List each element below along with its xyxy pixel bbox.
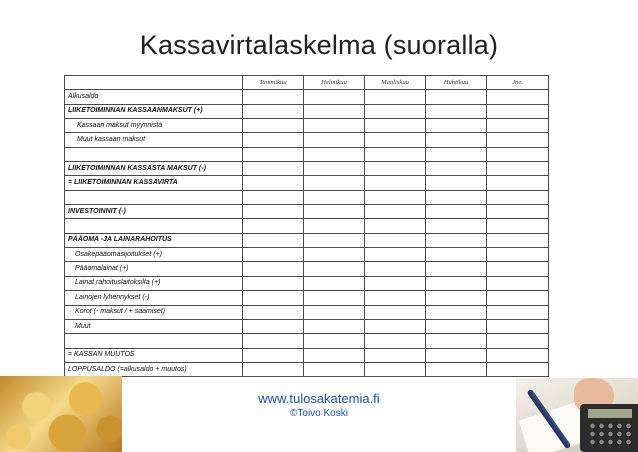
value-cell[interactable]	[304, 147, 365, 161]
value-cell[interactable]	[304, 305, 365, 319]
row-label: Lainat rahoituslaitoksilta (+)	[65, 276, 243, 290]
value-cell[interactable]	[426, 219, 487, 233]
value-cell[interactable]	[426, 119, 487, 133]
value-cell[interactable]	[304, 90, 365, 104]
value-cell[interactable]	[243, 319, 304, 333]
value-cell[interactable]	[426, 334, 487, 348]
value-cell[interactable]	[487, 233, 549, 247]
table-row	[65, 176, 549, 190]
value-cell[interactable]	[426, 190, 487, 204]
value-cell[interactable]	[243, 291, 304, 305]
value-cell[interactable]	[243, 119, 304, 133]
value-cell[interactable]	[426, 319, 487, 333]
value-cell[interactable]	[426, 305, 487, 319]
value-cell[interactable]	[304, 262, 365, 276]
table-row	[65, 219, 549, 233]
value-cell[interactable]	[304, 104, 365, 118]
row-label: PÄÄOMA -JA LAINARAHOITUS	[65, 233, 243, 247]
value-cell[interactable]	[304, 362, 365, 376]
value-cell[interactable]	[487, 248, 549, 262]
value-cell[interactable]	[426, 147, 487, 161]
value-cell[interactable]	[426, 104, 487, 118]
value-cell[interactable]	[365, 104, 426, 118]
table-row	[65, 162, 549, 176]
table-row	[65, 104, 549, 118]
table-row	[65, 205, 549, 219]
value-cell[interactable]	[426, 205, 487, 219]
value-cell[interactable]	[243, 190, 304, 204]
row-label	[65, 219, 243, 233]
value-cell[interactable]	[487, 190, 549, 204]
value-cell[interactable]	[365, 176, 426, 190]
value-cell[interactable]	[487, 348, 549, 362]
column-header: Helmikuu	[304, 76, 365, 90]
value-cell[interactable]	[243, 176, 304, 190]
table-row	[65, 119, 549, 133]
value-cell[interactable]	[365, 276, 426, 290]
value-cell[interactable]	[487, 362, 549, 376]
value-cell[interactable]	[365, 133, 426, 147]
row-label: = LIIKETOIMINNAN KASSAVIRTA	[65, 176, 243, 190]
table-row	[65, 348, 549, 362]
value-cell[interactable]	[487, 90, 549, 104]
value-cell[interactable]	[243, 219, 304, 233]
value-cell[interactable]	[304, 334, 365, 348]
value-cell[interactable]	[426, 348, 487, 362]
table-row	[65, 147, 549, 161]
row-label: Alkusaldo	[65, 90, 243, 104]
value-cell[interactable]	[243, 205, 304, 219]
value-cell[interactable]	[426, 233, 487, 247]
value-cell[interactable]	[243, 362, 304, 376]
table-row	[65, 233, 549, 247]
value-cell[interactable]	[365, 205, 426, 219]
row-label: INVESTOINNIT (-)	[65, 205, 243, 219]
row-label	[65, 334, 243, 348]
table-row	[65, 319, 549, 333]
row-label: Osakepääomasijoitukset (+)	[65, 248, 243, 262]
value-cell[interactable]	[365, 248, 426, 262]
page-title: Kassavirtalaskelma (suoralla)	[139, 30, 499, 60]
row-label: Muut kassaan maksut	[65, 133, 243, 147]
value-cell[interactable]	[304, 233, 365, 247]
website-link[interactable]: www.tulosakatemia.fi	[258, 391, 380, 406]
table-row	[65, 276, 549, 290]
value-cell[interactable]	[487, 162, 549, 176]
row-label: Lainojen lyhennykset (-)	[65, 291, 243, 305]
value-cell[interactable]	[304, 219, 365, 233]
value-cell[interactable]	[365, 119, 426, 133]
row-label: = KASSAN MUUTOS	[65, 348, 243, 362]
value-cell[interactable]	[243, 133, 304, 147]
calculator-image	[516, 378, 638, 452]
value-cell[interactable]	[487, 147, 549, 161]
value-cell[interactable]	[304, 205, 365, 219]
table-row	[65, 305, 549, 319]
value-cell[interactable]	[304, 319, 365, 333]
row-label: Muut	[65, 319, 243, 333]
table-row	[65, 262, 549, 276]
value-cell[interactable]	[365, 291, 426, 305]
value-cell[interactable]	[243, 104, 304, 118]
value-cell[interactable]	[304, 291, 365, 305]
value-cell[interactable]	[365, 262, 426, 276]
value-cell[interactable]	[365, 190, 426, 204]
value-cell[interactable]	[426, 291, 487, 305]
value-cell[interactable]	[365, 362, 426, 376]
value-cell[interactable]	[243, 248, 304, 262]
value-cell[interactable]	[487, 305, 549, 319]
header-row	[65, 76, 549, 90]
value-cell[interactable]	[365, 233, 426, 247]
value-cell[interactable]	[365, 90, 426, 104]
table-row	[65, 334, 549, 348]
column-header: Maaliskuu	[365, 76, 426, 90]
value-cell[interactable]	[426, 176, 487, 190]
value-cell[interactable]	[487, 176, 549, 190]
row-label: Korot (- maksut / + saamiset)	[65, 305, 243, 319]
value-cell[interactable]	[243, 262, 304, 276]
value-cell[interactable]	[426, 248, 487, 262]
value-cell[interactable]	[487, 104, 549, 118]
value-cell[interactable]	[365, 334, 426, 348]
value-cell[interactable]	[487, 119, 549, 133]
value-cell[interactable]	[304, 190, 365, 204]
value-cell[interactable]	[487, 291, 549, 305]
table-row	[65, 190, 549, 204]
author-credit: ©Toivo Koski	[290, 408, 348, 419]
calculator-keys	[588, 422, 632, 448]
row-label: Kassaan maksut myynnistä	[65, 119, 243, 133]
table-row	[65, 248, 549, 262]
value-cell[interactable]	[243, 334, 304, 348]
value-cell[interactable]	[426, 362, 487, 376]
value-cell[interactable]	[243, 276, 304, 290]
cash-flow-table	[64, 75, 549, 377]
value-cell[interactable]	[243, 147, 304, 161]
value-cell[interactable]	[243, 348, 304, 362]
table-row	[65, 133, 549, 147]
column-header: Huhtikuu	[426, 76, 487, 90]
value-cell[interactable]	[304, 348, 365, 362]
value-cell[interactable]	[304, 176, 365, 190]
value-cell[interactable]	[304, 133, 365, 147]
value-cell[interactable]	[487, 262, 549, 276]
table-row	[65, 362, 549, 376]
value-cell[interactable]	[365, 305, 426, 319]
value-cell[interactable]	[304, 119, 365, 133]
header-label-cell	[65, 76, 243, 90]
value-cell[interactable]	[487, 276, 549, 290]
table-row	[65, 291, 549, 305]
value-cell[interactable]	[243, 90, 304, 104]
value-cell[interactable]	[487, 319, 549, 333]
row-label: LOPPUSALDO (=alkusaldo + muutos)	[65, 362, 243, 376]
value-cell[interactable]	[365, 219, 426, 233]
row-label	[65, 190, 243, 204]
row-label: LIIKETOIMINNAN KASSAANMAKSUT (+)	[65, 104, 243, 118]
value-cell[interactable]	[365, 162, 426, 176]
row-label	[65, 147, 243, 161]
value-cell[interactable]	[243, 233, 304, 247]
value-cell[interactable]	[426, 262, 487, 276]
value-cell[interactable]	[365, 319, 426, 333]
value-cell[interactable]	[243, 305, 304, 319]
cash-flow-table-body	[65, 76, 549, 377]
column-header: Jne.	[487, 76, 549, 90]
value-cell[interactable]	[487, 205, 549, 219]
value-cell[interactable]	[426, 162, 487, 176]
value-cell[interactable]	[487, 334, 549, 348]
table-row	[65, 90, 549, 104]
row-label: LIIKETOIMINNAN KASSASTA MAKSUT (-)	[65, 162, 243, 176]
calculator-icon	[580, 404, 638, 452]
value-cell[interactable]	[426, 276, 487, 290]
value-cell[interactable]	[365, 348, 426, 362]
column-header: Tammikuu	[243, 76, 304, 90]
value-cell[interactable]	[243, 162, 304, 176]
value-cell[interactable]	[487, 133, 549, 147]
value-cell[interactable]	[365, 147, 426, 161]
value-cell[interactable]	[304, 276, 365, 290]
row-label: Pääomalainat (+)	[65, 262, 243, 276]
value-cell[interactable]	[426, 133, 487, 147]
value-cell[interactable]	[426, 90, 487, 104]
calculator-screen	[588, 409, 632, 418]
value-cell[interactable]	[487, 219, 549, 233]
value-cell[interactable]	[304, 162, 365, 176]
value-cell[interactable]	[304, 248, 365, 262]
